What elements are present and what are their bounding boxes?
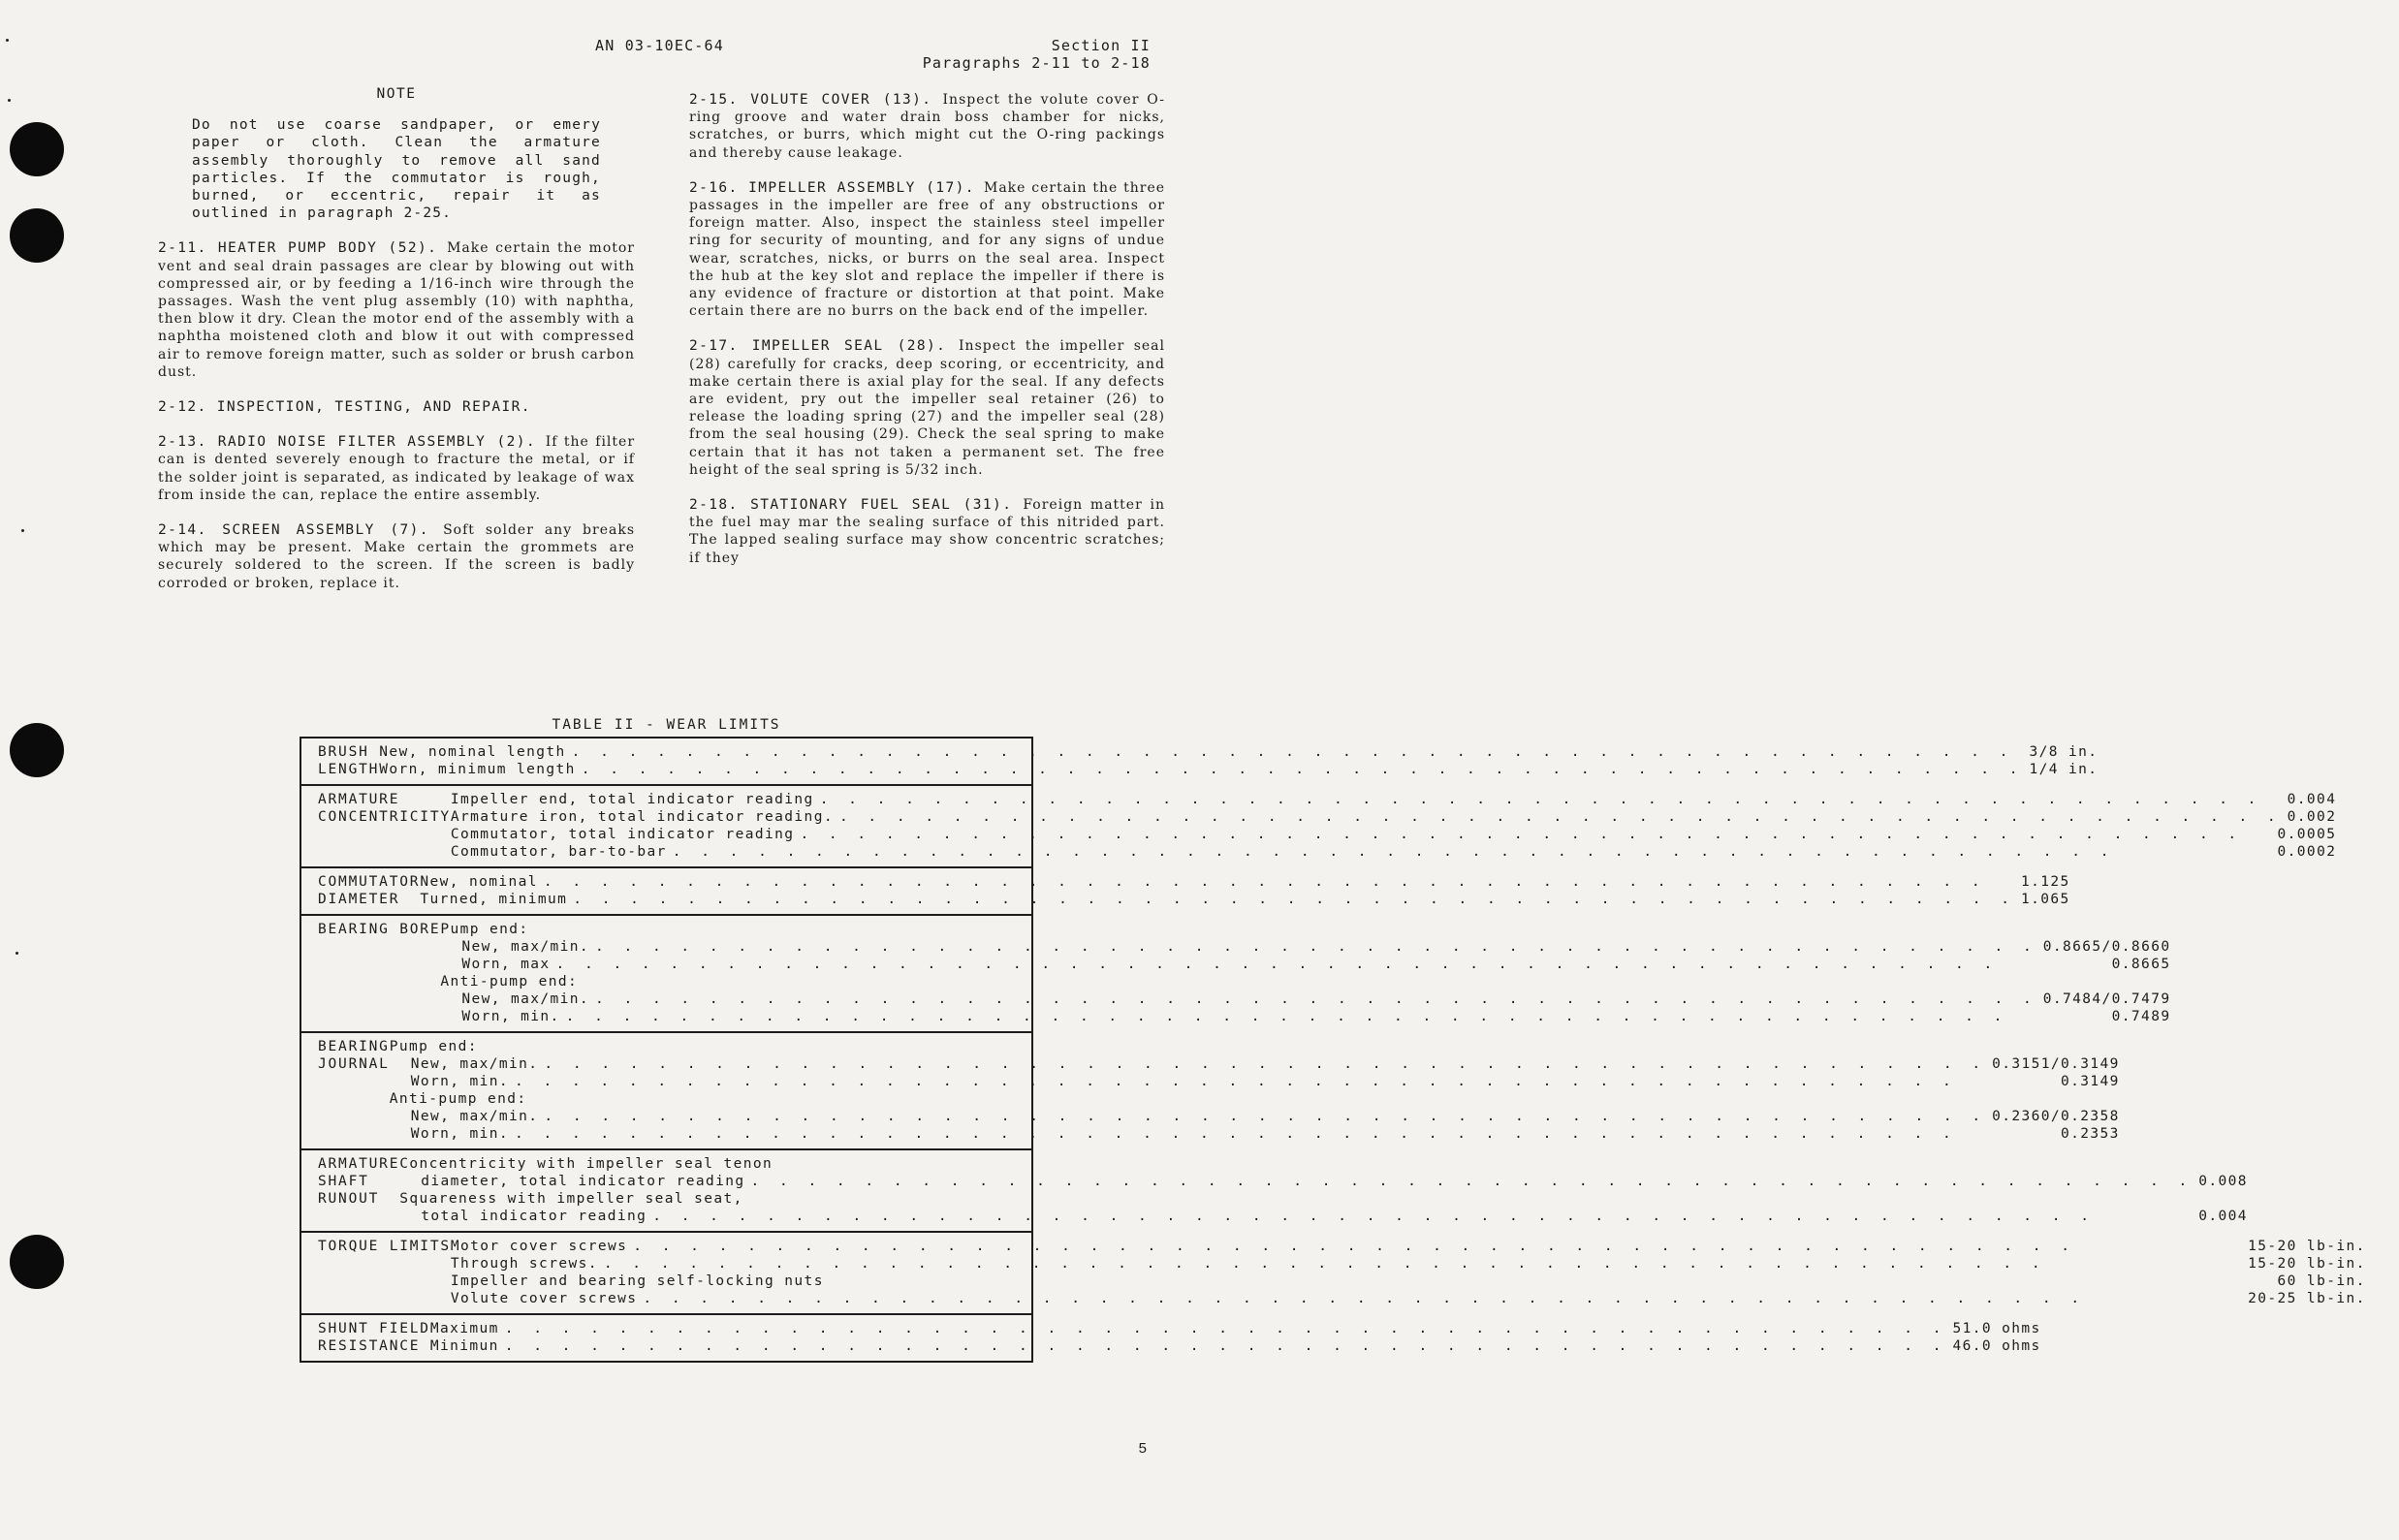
spec-value: 60 lb-in.	[2277, 1273, 2366, 1289]
spec-description: Worn, max	[461, 957, 551, 972]
spec-line	[390, 1108, 2120, 1125]
dot-leader	[505, 1337, 1947, 1355]
wear-limits-table	[300, 737, 2366, 1363]
paragraph-2-13	[158, 433, 635, 504]
paragraph-2-12	[158, 398, 635, 416]
dot-leader	[515, 1125, 2055, 1143]
row-label-line: CONCENTRICITY	[318, 809, 451, 825]
table-row	[301, 1231, 2366, 1313]
spec-line	[451, 1290, 2366, 1307]
right-column	[689, 91, 1165, 584]
scan-speck	[6, 39, 9, 42]
spec-description: Commutator, total indicator reading	[450, 827, 795, 842]
row-label-line: ARMATURE	[318, 792, 400, 807]
dot-leader	[566, 1008, 2106, 1025]
spec-value: 0.3149	[2061, 1074, 2120, 1089]
row-label-line: JOURNAL	[318, 1056, 390, 1072]
spec-description: New, max/min.	[461, 991, 590, 1007]
dot-leader	[572, 743, 2024, 761]
spec-description: Worn, minimum length	[379, 762, 576, 777]
paragraph-body: Inspect the volute cover O-ring groove and water drain boss chamber for nicks, scratches, or burrs, which might cut the O-ring packings and thereby cause leakage.	[689, 92, 1165, 161]
paragraph-2-15	[689, 91, 1165, 162]
spec-value: 46.0 ohms	[1952, 1338, 2041, 1354]
table-row	[301, 784, 2337, 866]
spec-line	[440, 938, 2170, 956]
dot-leader	[652, 1208, 2193, 1225]
spec-value: 15-20 lb-in.	[2248, 1239, 2366, 1254]
dot-leader	[820, 791, 2282, 808]
spec-description: Impeller end, total indicator reading	[450, 792, 814, 807]
table-row	[301, 1031, 2120, 1148]
spec-line	[440, 990, 2170, 1008]
spec-line	[390, 1055, 2120, 1073]
spec-description: diameter, total indicator reading	[421, 1174, 745, 1189]
spec-value: 0.0005	[2277, 827, 2337, 842]
row-label	[301, 873, 420, 908]
row-label	[301, 791, 451, 861]
row-label-line: ARMATURE	[318, 1156, 400, 1172]
spec-value: 0.8665/0.8660	[2042, 939, 2171, 955]
document-id: AN 03-10EC-64	[595, 37, 724, 54]
spec-line	[390, 1090, 2120, 1108]
paragraph-body: Foreign matter in the fuel may mar the sealing surface of this nitrided part. The lapped sealing surface may show concentric scratches; if they	[689, 497, 1166, 566]
paragraph-title: 2-16. IMPELLER ASSEMBLY (17).	[689, 179, 975, 196]
row-label	[301, 1320, 430, 1355]
paragraph-body: Make certain the three passages in the impeller are free of any obstructions or foreign matter. Also, inspect the stainless steel impeller ring for security of mounting, and for any signs of undue wear, scratches, nicks, or burrs on the seal area. Inspect the hub at the key slot and replace the impeller if there is any evidence of fracture or distortion at that point. Make certain there are no burrs on the back end of the impeller.	[689, 179, 1166, 320]
spec-description: Motor cover screws	[450, 1239, 628, 1254]
dot-leader	[544, 1108, 1986, 1125]
spec-description: total indicator reading	[421, 1209, 647, 1224]
paragraph-2-17	[689, 337, 1165, 479]
spec-value: 0.7489	[2111, 1009, 2171, 1024]
scan-speck	[21, 529, 24, 532]
spec-description: Squareness with impeller seal seat,	[399, 1191, 743, 1207]
binder-hole-1	[10, 122, 64, 176]
row-label-line: RUNOUT	[318, 1191, 380, 1207]
dot-leader	[633, 1238, 2242, 1255]
row-label	[301, 743, 379, 778]
spec-value: 15-20 lb-in.	[2248, 1256, 2366, 1272]
spec-description: Worn, min.	[410, 1074, 510, 1089]
note-title: NOTE	[376, 86, 417, 102]
dot-leader	[595, 938, 2037, 956]
paragraph-title: 2-14. SCREEN ASSEMBLY (7).	[158, 522, 429, 539]
dot-leader	[839, 808, 2282, 826]
row-label	[301, 1238, 451, 1307]
spec-description: New, max/min.	[410, 1109, 539, 1124]
row-label-line: COMMUTATOR	[318, 874, 421, 890]
spec-value: 0.008	[2198, 1174, 2248, 1189]
spec-description: Worn, min.	[461, 1009, 560, 1024]
dot-leader	[595, 990, 2037, 1008]
dot-leader	[573, 891, 2015, 908]
paragraph-title: 2-12. INSPECTION, TESTING, AND REPAIR.	[158, 399, 531, 416]
table-row	[301, 739, 2099, 784]
row-label-line: SHUNT FIELD	[318, 1321, 430, 1336]
page-number: 5	[1138, 1440, 1147, 1457]
spec-description: Minimun	[429, 1338, 499, 1354]
dot-leader	[544, 873, 2015, 891]
spec-value: 51.0 ohms	[1952, 1321, 2041, 1336]
spec-description: New, nominal	[420, 874, 538, 890]
row-label-line: BEARING	[318, 1039, 390, 1054]
row-label	[301, 921, 440, 1025]
paragraph-2-11	[158, 239, 635, 381]
paragraph-title: 2-15. VOLUTE COVER (13).	[689, 92, 932, 108]
spec-description: Maximum	[429, 1321, 499, 1336]
row-label	[301, 1155, 399, 1225]
spec-line	[440, 921, 2170, 938]
row-label-line: DIAMETER	[318, 892, 400, 907]
spec-line	[390, 1038, 2120, 1055]
paragraph-title: 2-17. IMPELLER SEAL (28).	[689, 338, 947, 355]
spec-line	[451, 808, 2336, 826]
spec-value: 0.004	[2287, 792, 2337, 807]
row-values	[399, 1155, 2281, 1225]
table-row	[301, 914, 2171, 1031]
spec-line	[399, 1155, 2248, 1173]
spec-value: 1.065	[2020, 892, 2070, 907]
dot-leader	[800, 826, 2271, 843]
scan-speck	[16, 952, 18, 955]
row-values	[379, 743, 2131, 778]
spec-line	[440, 973, 2170, 990]
spec-value: 0.002	[2287, 809, 2337, 825]
spec-line	[399, 1208, 2248, 1225]
spec-line	[451, 1238, 2366, 1255]
spec-line	[379, 743, 2098, 761]
paragraph-title: 2-13. RADIO NOISE FILTER ASSEMBLY (2).	[158, 434, 536, 451]
dot-leader	[582, 761, 2024, 778]
spec-value: 1/4 in.	[2029, 762, 2099, 777]
spec-description: Anti-pump end:	[440, 974, 579, 990]
row-label-line: LENGTH	[318, 762, 380, 777]
spec-line	[451, 826, 2336, 843]
spec-description: Pump end:	[440, 922, 529, 937]
dot-leader	[556, 956, 2106, 973]
spec-line	[399, 1173, 2248, 1190]
spec-description: Volute cover screws	[450, 1291, 638, 1306]
paragraph-body: Soft solder any breaks which may be present. Make certain the grommets are securely soldered to the screen. If the screen is badly corroded or broken, replace it.	[158, 522, 636, 591]
spec-value: 0.8665	[2111, 957, 2171, 972]
left-column	[158, 85, 635, 610]
spec-value: 0.004	[2198, 1209, 2248, 1224]
row-label-line: TORQUE LIMITS	[318, 1239, 451, 1254]
row-label-line: BEARING BORE	[318, 922, 441, 937]
dot-leader	[604, 1255, 2242, 1273]
scan-speck	[8, 99, 11, 102]
spec-value: 3/8 in.	[2029, 744, 2099, 760]
spec-value: 0.0002	[2277, 844, 2337, 860]
row-label-line: SHAFT	[318, 1174, 369, 1189]
spec-value: 0.2353	[2061, 1126, 2120, 1142]
spec-line	[451, 1273, 2366, 1290]
dot-leader	[751, 1173, 2194, 1190]
paragraph-2-14	[158, 521, 635, 592]
paragraph-body: Inspect the impeller seal (28) carefully for cracks, deep scoring, or eccentricity, and make certain there is axial play for the seal. If any defects are evident, pry out the impeller seal retainer (26) to release the loading spring (27) and the impeller seal (28) from the seal housing (29). Check the seal spring to make certain that it has not taken a permanent set. The free height of the seal spring is 5/32 inch.	[689, 338, 1166, 478]
row-values	[420, 873, 2102, 908]
binder-hole-3	[10, 723, 64, 777]
table-row	[301, 1313, 2041, 1361]
spec-description: Armature iron, total indicator reading.	[450, 809, 834, 825]
paragraph-body: Make certain the motor vent and seal drain passages are clear by blowing out with compressed air, or by feeding a 1/16-inch wire through the passages. Wash the vent plug assembly (10) with naphtha, then blow it dry. Clean the motor end of the assembly with a naphtha moistened cloth and blow it out with compressed air to remove foreign matter, such as solder or brush carbon dust.	[158, 240, 635, 380]
spec-line	[451, 843, 2336, 861]
row-label-line: RESISTANCE	[318, 1338, 421, 1354]
spec-line	[420, 873, 2069, 891]
row-values	[451, 791, 2369, 861]
paragraph-range: Paragraphs 2-11 to 2-18	[922, 54, 1151, 72]
dot-leader	[643, 1290, 2242, 1307]
dot-leader	[505, 1320, 1947, 1337]
spec-description: New, nominal length	[379, 744, 566, 760]
spec-line	[420, 891, 2069, 908]
spec-description: New, max/min.	[461, 939, 590, 955]
spec-line	[399, 1190, 2248, 1208]
table-title: TABLE II - WEAR LIMITS	[552, 717, 781, 733]
paragraph-title: 2-11. HEATER PUMP BODY (52).	[158, 240, 438, 257]
spec-line	[430, 1320, 2041, 1337]
spec-line	[451, 1255, 2366, 1273]
section-label: Section II	[1051, 37, 1151, 54]
table-row	[301, 1148, 2248, 1231]
spec-line	[440, 1008, 2170, 1025]
spec-description: Through screws.	[450, 1256, 598, 1272]
spec-description: Impeller and bearing self-locking nuts	[450, 1273, 824, 1289]
spec-description: Concentricity with impeller seal tenon	[399, 1156, 773, 1172]
binder-hole-2	[10, 208, 64, 263]
spec-value: 20-25 lb-in.	[2248, 1291, 2366, 1306]
paragraph-title: 2-18. STATIONARY FUEL SEAL (31).	[689, 497, 1013, 514]
row-values	[440, 921, 2203, 1025]
spec-description: Pump end:	[389, 1039, 478, 1054]
spec-value: 1.125	[2020, 874, 2070, 890]
spec-value: 0.3151/0.3149	[1992, 1056, 2120, 1072]
row-label	[301, 1038, 390, 1143]
spec-description: New, max/min.	[410, 1056, 539, 1072]
paragraph-2-16	[689, 179, 1165, 321]
paragraph-2-18	[689, 496, 1165, 567]
spec-value: 0.7484/0.7479	[2042, 991, 2171, 1007]
paragraph-body: If the filter can is dented severely enough to fracture the metal, or if the solder joint is separated, as indicated by leakage of wax from inside the can, replace the entire assembly.	[158, 434, 636, 503]
row-values	[451, 1238, 2399, 1307]
spec-line	[379, 761, 2098, 778]
spec-description: Commutator, bar-to-bar	[450, 844, 667, 860]
row-values	[390, 1038, 2153, 1143]
spec-description: Turned, minimum	[420, 892, 568, 907]
note-text: Do not use coarse sandpaper, or emery paper or cloth. Clean the armature assembly thoroughly to remove all sand particles. If the commutator is rough, burned, or eccentric, repair it as outlined in paragraph 2-25.	[192, 117, 601, 222]
spec-line	[451, 791, 2336, 808]
spec-line	[430, 1337, 2041, 1355]
spec-value: 0.2360/0.2358	[1992, 1109, 2120, 1124]
section-header	[923, 37, 1151, 72]
dot-leader	[673, 843, 2272, 861]
spec-line	[440, 956, 2170, 973]
dot-leader	[544, 1055, 1986, 1073]
spec-description: Worn, min.	[410, 1126, 510, 1142]
row-values	[430, 1320, 2074, 1355]
row-label-line: BRUSH	[318, 744, 369, 760]
spec-line	[390, 1125, 2120, 1143]
spec-description: Anti-pump end:	[389, 1091, 527, 1107]
dot-leader	[515, 1073, 2055, 1090]
table-row	[301, 866, 2070, 914]
binder-hole-4	[10, 1235, 64, 1289]
spec-line	[390, 1073, 2120, 1090]
